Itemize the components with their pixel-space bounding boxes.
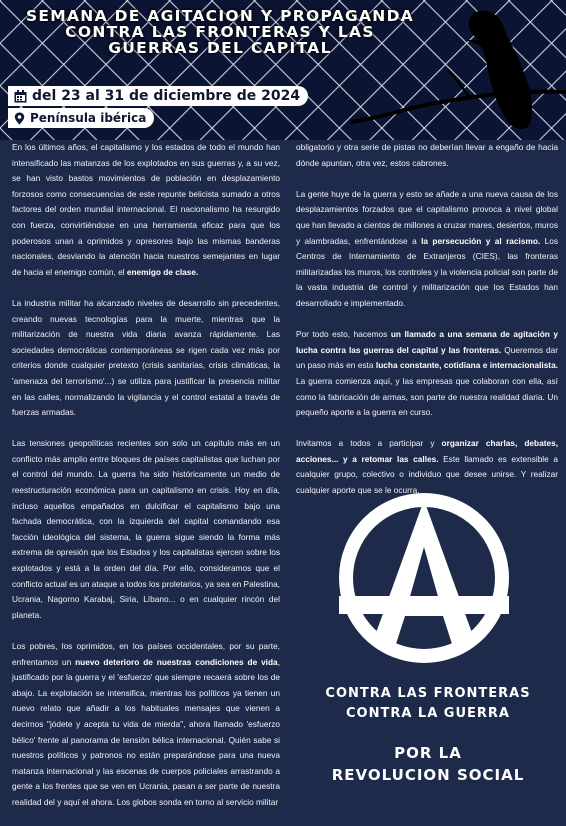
header-banner: [0, 0, 566, 140]
emphasis-text: nuevo deterioro de nuestras condiciones de vida: [75, 656, 278, 667]
paragraph-text: Por todo esto, hacemos: [296, 329, 391, 340]
title-line: SEMANA DE AGITACION Y PROPAGANDA: [25, 7, 415, 25]
location-pin-icon: [14, 112, 25, 125]
title-line: CONTRA LAS FRONTERAS Y LAS: [65, 23, 375, 41]
paragraph-text: La guerra comienza aquí, y las empresas que colaboran con ella, así como la fabricación de armas, son parte de nuestra realidad diaria. Un pequeño aporte a la guerra en curso.: [296, 375, 558, 418]
paragraph-text: Invitamos a todos a participar y: [296, 438, 442, 449]
body-paragraph: [296, 187, 558, 312]
date-text: del 23 al 31 de diciembre de 2024: [32, 88, 301, 104]
slogan-line: REVOLUCION SOCIAL: [331, 766, 525, 784]
paragraph-text: Los Centros de Internamiento de Extranjeros (CIES), las fronteras militarizadas los muros, los controles y la violencia policial son parte de la vasta industria de control y militarización que los Estados han desarrollado e implementado.: [296, 235, 558, 308]
slogan-line: POR LA: [394, 744, 462, 762]
emphasis-text: organizar charlas, debates, acciones... y a retomar las calles.: [296, 438, 558, 464]
event-location: [8, 108, 154, 128]
emphasis-text: enemigo de clase.: [126, 266, 199, 277]
paragraph-text: Este llamado es extensible a cualquier grupo, colectivo o individuo que desee unirse. Y realizar cualquier aporte que se le ocurra.: [296, 453, 558, 496]
emphasis-text: lucha constante, cotidiana e internacionalista.: [375, 360, 558, 371]
paragraph-text: La gente huye de la guerra y esto se añade a una nueva causa de los desplazamientos forzados que el capitalismo provoca a nivel global que han llevado a cientos de millones a cruzar mares, desiertos, muros y alambradas, enfrentándose a: [296, 188, 558, 246]
body-paragraph: [12, 140, 280, 280]
slogan-line: CONTRA LA GUERRA: [346, 706, 510, 721]
paragraph-text: En los últimos años, el capitalismo y los estados de todo el mundo han intensificado las matanzas de los explotados en sus guerras y, a su vez, se han visto bastos movimientos de población en desplazamiento forzosos como consecuencias de este repunte belicista sumado a otros factores del orden mundial internacional. El nacionalismo ha resurgido con fuerza, convirtiéndose en una herramienta eficaz para que los poderosos unan a oprimidos y opresores bajo las mismas banderas nacionales, desviando la atención hacia nuestros semejantes en lugar de hacia el enemigo común, el: [12, 142, 280, 277]
location-text: Península ibérica: [30, 111, 147, 125]
circle-a-anarchy-icon: [314, 492, 534, 664]
paragraph-text: , justificado por la guerra y el 'esfuerzo' que siempre recaerá sobre los de abajo. La explotación se intensifica, mientras los políticos ya tienen un nuevo relato que añadir a los habituales mensajes que vienen a decirnos "jódete y acepta tu vida de mierda", ahora llamado 'esfuerzo bélico' frente al panorama de tensión bélica internacional. Quién sabe si nuestros políticos y patronos no están preparándose para una nueva matanza internacional y las escenas de cuerpos policiales arrastrando a gente a los frentes que se ven en Ucrania, pasan a ser parte de nuestra realidad del y aquí el ahora. Los globos sonda en torno al servicio militar: [12, 656, 280, 807]
slogan-social-revolution: [300, 742, 556, 786]
body-paragraph: [12, 436, 280, 623]
paragraph-text: obligatorio y otra serie de pistas no deberían llevar a engaño de hacia dónde apuntan, otra vez, estos cabrones.: [296, 142, 558, 168]
slogan-against-borders-war: [300, 684, 556, 724]
emphasis-text: la persecución y al racismo.: [421, 235, 541, 246]
body-paragraph: [296, 140, 558, 171]
paragraph-text: Las tensiones geopolíticas recientes son solo un capítulo más en un conflicto más amplio entre bloques de países capitalistas que luchan por el control del mundo. La guerra ha sido históricamente un medio de reestructuración económica para un capitalismo en crisis. Hoy en día, incluso aquellos empañados en dulcificar el capitalismo bajo una fachada democrática, con la izquierda del capital comandando esa facción ideológica del sistema, la guerra sigue siendo la forma más extrema de opresión que los Estados y los capitalistas ejercen sobre los explotados y está a la orden del día. Por ello, consideramos que el conflicto actual es un ataque a todos los proletarios, ya sea en Palestina, Ucrania, Nagorno Karabaj, Siria, Líbano... o en cualquier rincón del planeta.: [12, 438, 280, 620]
calendar-icon: [14, 90, 27, 103]
paragraph-text: Queremos dar un paso más en esta: [296, 344, 558, 371]
title-line: GUERRAS DEL CAPITAL: [108, 39, 332, 57]
body-paragraph: [12, 296, 280, 421]
page-title: [20, 8, 420, 56]
event-date: [8, 86, 308, 106]
paragraph-text: La industria militar ha alcanzado niveles de desarrollo sin precedentes, creando nuevas tecnologías para la muerte, mientras que la militarización de nuestra vida diaria avanza rápidamente. Las sociedades democráticas contemporáneas se rigen cada vez más por criterios donde cualquier pretexto (crisis sanitarias, crisis climáticas, la 'amenaza del terrorismo'...) se utiliza para justificar la presencia militar en las calles, normalizando la vigilancia y el control estatal a través de fuerzas armadas.: [12, 297, 280, 418]
body-paragraph: [296, 327, 558, 421]
slogan-line: CONTRA LAS FRONTERAS: [325, 686, 531, 701]
left-text-column: [12, 140, 280, 826]
paragraph-text: Los pobres, los oprimidos, en los países occidentales, por su parte, enfrentamos un: [12, 641, 280, 667]
body-paragraph: [296, 436, 558, 498]
emphasis-text: un llamado a una semana de agitación y lucha contra las guerras del capital y las fronteras.: [296, 329, 558, 355]
body-paragraph: [12, 639, 280, 811]
right-text-column: [296, 140, 558, 514]
